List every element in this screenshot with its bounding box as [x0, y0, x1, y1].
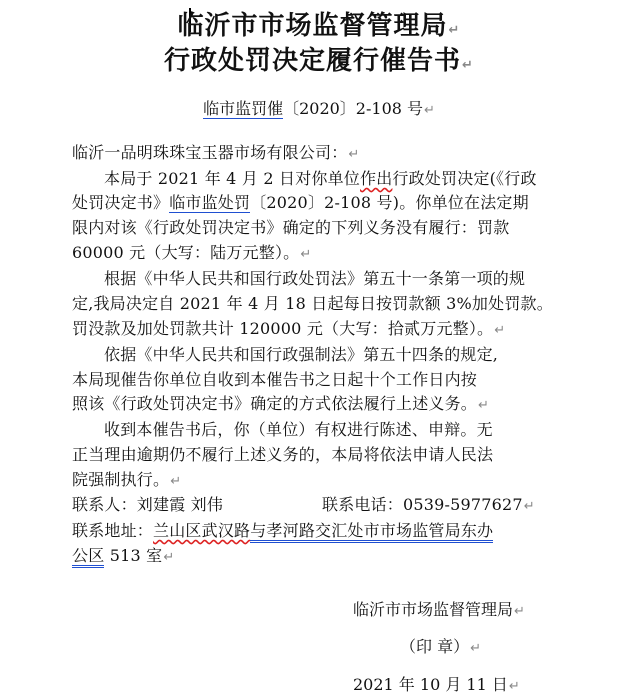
para1-line1-text: 本局于 2021 年 4 月 2 日对你单位 — [104, 169, 360, 188]
para2-line2 — [72, 291, 553, 314]
spellcheck-word: 作出 — [360, 169, 393, 188]
para4-line3-text: 院强制执行。 — [72, 470, 170, 489]
contact-address-room: 513 室 — [104, 546, 163, 565]
para1-line3-text: 限内对该《行政处罚决定书》确定的下列义务没有履行：罚款 — [72, 218, 510, 237]
para3-line2-text: 本局现催告你单位自收到本催告书之日起十个工作日内按 — [72, 370, 478, 389]
para4-line3 — [72, 467, 181, 490]
document-number-rest: 〔2020〕2-108 号 — [283, 99, 424, 118]
para2-line3-text: 罚没款及加处罚款共计 120000 元（大写：拾贰万元整）。 — [72, 319, 494, 338]
para1-line2-text: 处罚决定书》 — [72, 193, 170, 212]
document-number — [0, 96, 638, 119]
paragraph-mark-icon: ↵ — [300, 247, 312, 262]
addressee-text: 临沂一品明珠珠宝玉器市场有限公司： — [72, 143, 348, 162]
paragraph-mark-icon: ↵ — [494, 323, 506, 338]
contact-persons — [72, 492, 223, 515]
para4-line1 — [104, 417, 493, 440]
paragraph-mark-icon: ↵ — [514, 604, 525, 619]
contact-phone-text: 联系电话：0539-5977627 — [322, 495, 523, 514]
signature-seal — [400, 634, 481, 657]
document-number-prefix: 临市监罚催 — [203, 99, 284, 118]
paragraph-mark-icon: ↵ — [348, 147, 360, 162]
para1-line2 — [72, 190, 529, 213]
title-line-1: 临沂市市场监督管理局 — [177, 11, 448, 41]
contact-phone — [322, 492, 535, 515]
paragraph-mark-icon: ↵ — [170, 474, 182, 489]
para3-line2 — [72, 367, 477, 390]
para2-line1 — [104, 266, 525, 289]
paragraph-mark-icon: ↵ — [508, 679, 520, 694]
para2-line1-text: 根据《中华人民共和国行政处罚法》第五十一条第一项的规 — [104, 269, 526, 288]
paragraph-mark-icon: ↵ — [523, 499, 535, 514]
para1-line1-rest: 行政处罚决定(《行政 — [392, 169, 537, 188]
para2-line2-text: 定,我局决定自 2021 年 4 月 18 日起每日按罚款额 3%加处罚款。 — [72, 294, 553, 313]
contact-address-label: 联系地址： — [72, 521, 154, 540]
paragraph-mark-icon: ↵ — [478, 398, 490, 413]
para3-line3-text: 照该《行政处罚决定书》确定的方式依法履行上述义务。 — [72, 394, 478, 413]
para4-line2-text: 正当理由逾期仍不履行上述义务的，本局将依法申请人民法 — [72, 445, 494, 464]
contact-persons-text: 联系人：刘建霞 刘伟 — [72, 495, 224, 514]
addressee — [72, 140, 360, 163]
paragraph-mark-icon: ↵ — [470, 641, 481, 656]
signature-date — [353, 672, 520, 695]
contact-address-line1 — [72, 518, 493, 541]
para1-line2-rest: 〔2020〕2-108 号)。你单位在法定期 — [250, 193, 529, 212]
contact-address-line2 — [72, 543, 174, 566]
paragraph-mark-icon: ↵ — [462, 58, 474, 73]
para1-line1 — [104, 166, 537, 189]
signature-org — [353, 597, 525, 620]
document-title — [0, 5, 638, 42]
grammar-check-phrase: 与孝河路交汇处市市场监管局东办 — [250, 521, 493, 543]
paragraph-mark-icon: ↵ — [424, 103, 435, 118]
paragraph-mark-icon: ↵ — [163, 550, 175, 565]
para3-line1 — [104, 342, 498, 365]
para1-line4 — [72, 240, 311, 263]
signature-org-text: 临沂市市场监督管理局 — [353, 600, 514, 619]
para4-line1-text: 收到本催告书后，你（单位）有权进行陈述、申辩。无 — [104, 420, 493, 439]
para3-line3 — [72, 391, 489, 414]
grammar-check-phrase: 公区 — [72, 546, 104, 568]
title-line-2: 行政处罚决定履行催告书 — [164, 46, 462, 76]
document-subtitle — [0, 40, 638, 77]
para4-line2 — [72, 442, 493, 465]
penalty-code-underlined: 临市监处罚 — [169, 193, 251, 212]
spellcheck-word: 兰山区武汉路 — [153, 521, 251, 540]
para3-line1-text: 依据《中华人民共和国行政强制法》第五十四条的规定, — [104, 345, 499, 364]
para2-line3 — [72, 316, 505, 339]
paragraph-mark-icon: ↵ — [448, 23, 461, 38]
signature-seal-text: （印 章） — [400, 637, 470, 656]
signature-date-text: 2021 年 10 月 11 日 — [353, 675, 508, 694]
para1-line4-text: 60000 元（大写：陆万元整）。 — [72, 243, 300, 262]
para1-line3 — [72, 215, 509, 238]
